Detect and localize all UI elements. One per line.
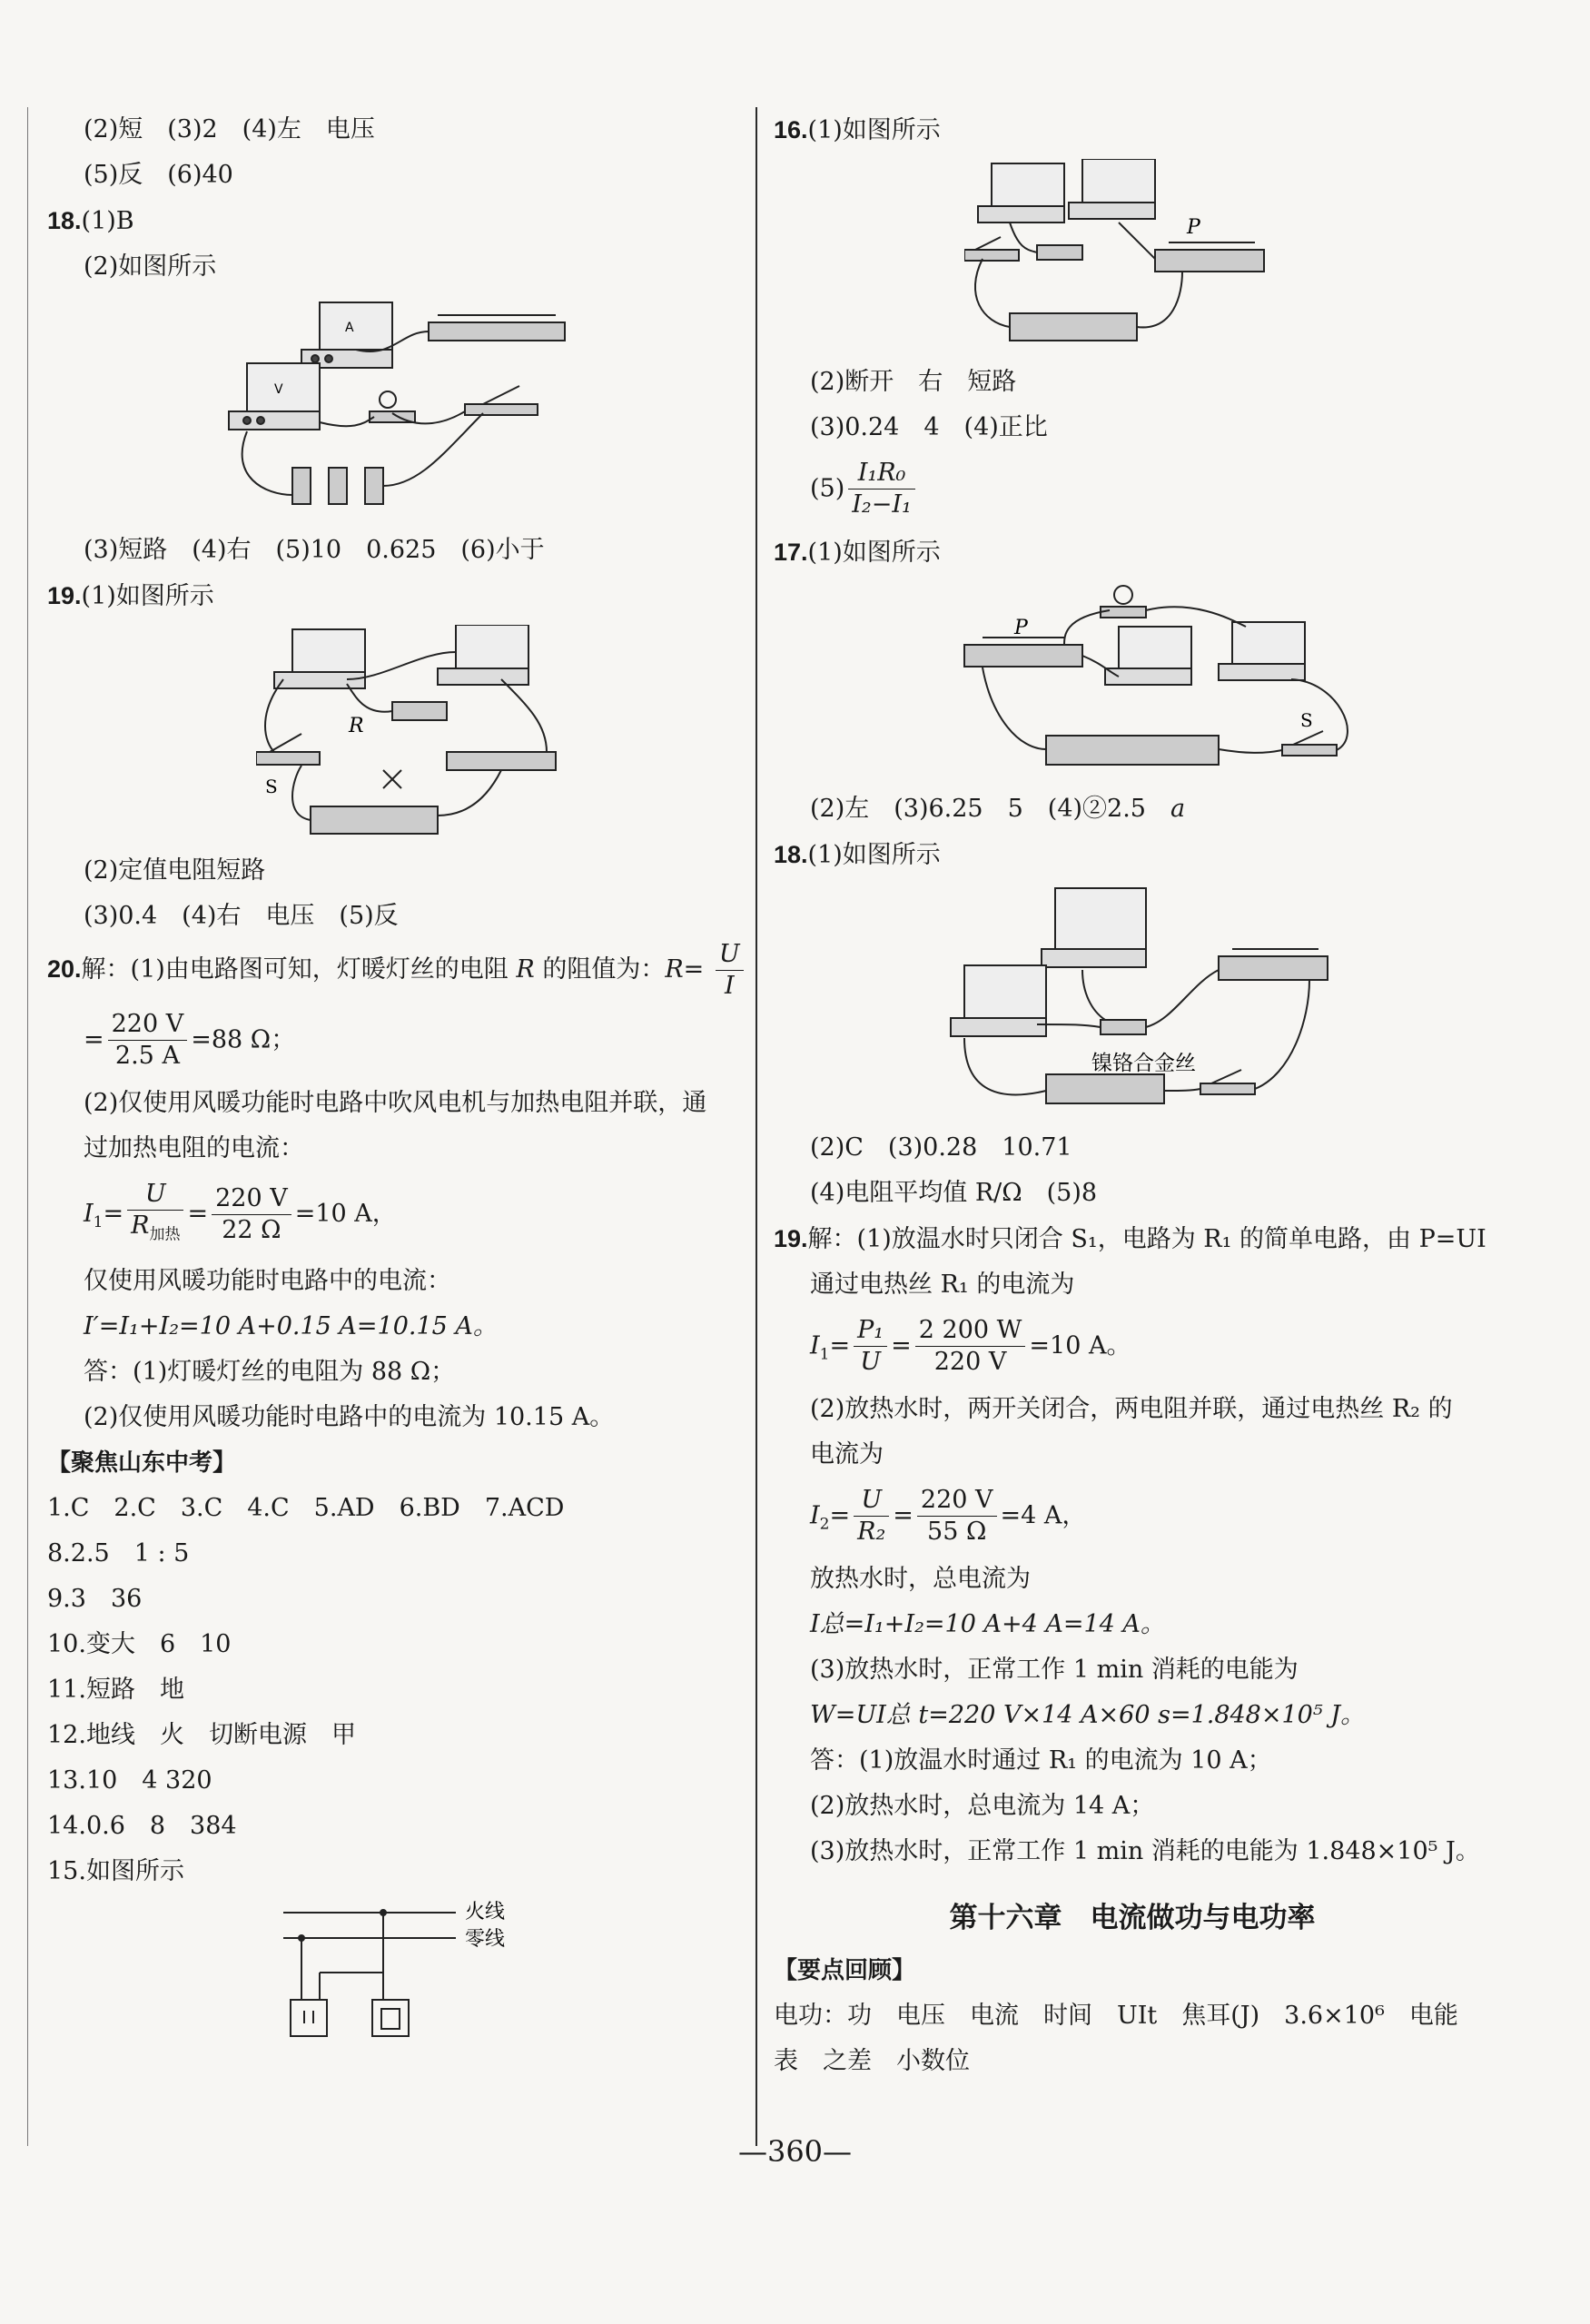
symbol-I: I (84, 1200, 94, 1229)
circuit-figure-18 (47, 295, 746, 522)
answer-text: (1)B (81, 207, 134, 235)
rheostat-slider-label: P (1014, 617, 1028, 639)
answer-line: (2)C (3)0.28 10.71 (810, 1133, 1072, 1162)
equation: $I_1=$ $\frac{U}{R_{加热}}$ = $\frac{220 V}{22 \Omega}$ =10 A， (47, 1179, 746, 1250)
answer-line: (5)反 (6)40 (84, 161, 233, 189)
wiring-figure-15 (47, 1900, 746, 2045)
question-18-line (47, 198, 746, 244)
denominator: R₂ (857, 1518, 886, 1546)
answer-line: 电流为 (810, 1440, 884, 1469)
fraction (854, 1485, 889, 1548)
question-19-line (47, 573, 746, 619)
symbol-R: R (665, 955, 684, 984)
answer-line: (2)仅使用风暖功能时电路中的电流为 10.15 A。 (84, 1403, 615, 1432)
answer-line: 过加热电阻的电流： (84, 1134, 304, 1162)
answer-line: (2)定值电阻短路 (84, 856, 266, 885)
answer-line: (2)短 (3)2 (4)左 电压 (84, 115, 375, 143)
answer-line: 电功：功 电压 电流 时间 UIt 焦耳(J) 3.6×10⁶ 电能 (774, 2002, 1458, 2030)
symbol-R: R (516, 955, 535, 984)
numerator: 220 V (212, 1183, 291, 1215)
equation: = $\frac{220 V}{2.5 A}$ =88 Ω； (84, 1010, 296, 1070)
fraction (212, 1183, 291, 1246)
answer-line: 9.3 36 (47, 1585, 143, 1614)
answer-text: (1)如图所示 (807, 841, 941, 869)
neutral-wire-label: 零线 (465, 1928, 506, 1952)
answer-line: (2)如图所示 (84, 252, 217, 281)
live-wire-label: 火线 (465, 1901, 506, 1924)
fraction (915, 1315, 1026, 1378)
subscript: 加热 (149, 1225, 181, 1244)
question-number: 19. (47, 582, 82, 609)
question-number: 20. (47, 955, 82, 983)
equation: $I_1=$ $\frac{\text{P₁}}{U}$ = $\frac{2 200 W}{220 V}$ =10 A。 (810, 1316, 1131, 1376)
equation-line: I′=I₁+I₂=10 A+0.15 A=10.15 A。 (84, 1312, 498, 1341)
answer-line: 答：(1)灯暖灯丝的电阻为 88 Ω； (84, 1358, 456, 1387)
answer-text: (1)如图所示 (807, 116, 941, 144)
equation-line: W=UI总 t=220 V×14 A×60 s=1.848×10⁵ J。 (810, 1701, 1366, 1729)
denominator: 22 Ω (222, 1215, 281, 1244)
denominator: U (860, 1348, 881, 1376)
switch-label: S (1300, 709, 1313, 731)
nichrome-wire-label: 镍铬合金丝 (1091, 1052, 1196, 1075)
switch-label: S (265, 776, 278, 797)
circuit-diagram-18-right (946, 884, 1355, 1120)
answer-variable: a (1170, 795, 1186, 823)
answer-line: (2)断开 右 短路 (810, 368, 1017, 396)
answer-line: 仅使用风暖功能时电路中的电流： (84, 1267, 451, 1296)
answer-line: (3)放热水时，正常工作 1 min 消耗的电能为 (810, 1656, 1299, 1684)
answer-line: (3)0.24 4 (4)正比 (810, 413, 1048, 441)
answer-line: 8.2.5 1 : 5 (47, 1539, 190, 1568)
circuit-diagram-19 (256, 625, 619, 843)
equation-result: =4 A， (1000, 1501, 1087, 1530)
answer-line: 11.短路 地 (47, 1676, 184, 1705)
equation-line: I总=I₁+I₂=10 A+4 A=14 A。 (810, 1610, 1165, 1638)
numerator: I₁R₀ (848, 458, 915, 490)
numerator: 220 V (917, 1485, 997, 1517)
question-number: 18. (47, 207, 82, 234)
question-17-line (774, 529, 1491, 576)
denominator: R (131, 1211, 150, 1240)
equation (774, 458, 1491, 520)
section-title: 【要点回顾】 (774, 1957, 916, 1984)
answer-line: (2)仅使用风暖功能时电路中吹风电机与加热电阻并联，通 (84, 1089, 707, 1117)
answer-line: 12.地线 火 切断电源 甲 (47, 1721, 356, 1750)
resistor-label: R (349, 715, 364, 737)
svg-text:A: A (345, 321, 354, 335)
denominator: I₂−I₁ (852, 490, 912, 519)
equation-result: =88 Ω； (191, 1025, 296, 1054)
answer-line: 通过电热丝 R₁ 的电流为 (810, 1271, 1075, 1299)
answer-line: (3)放热水时，正常工作 1 min 消耗的电能为 1.848×10⁵ J。 (810, 1837, 1480, 1865)
question-number: 18. (774, 841, 808, 868)
fraction (127, 1179, 183, 1250)
circuit-diagram-17 (955, 581, 1391, 781)
circuit-figure-17 (774, 581, 1491, 781)
denominator: 55 Ω (927, 1518, 987, 1546)
question-number: 16. (774, 116, 808, 143)
answer-line (774, 786, 1491, 832)
column-divider (755, 107, 757, 2146)
numerator: 2 200 W (915, 1315, 1026, 1347)
fraction (917, 1485, 997, 1548)
circuit-diagram-18 (211, 295, 683, 522)
answer-line: 放热水时，总电流为 (810, 1565, 1031, 1593)
circuit-diagram-16 (964, 159, 1328, 354)
numerator: P₁ (854, 1315, 887, 1347)
fraction (108, 1009, 188, 1072)
question-16-line (774, 107, 1491, 153)
answer-line: (2)放热水时，总电流为 14 A； (810, 1792, 1155, 1820)
circuit-figure-19 (47, 625, 746, 843)
answer-text: (2)左 (3)6.25 5 (4)②2.5 (810, 795, 1146, 823)
answer-line: (3)0.4 (4)右 电压 (5)反 (84, 902, 399, 930)
equation-result: =10 A。 (1029, 1331, 1131, 1360)
circuit-figure-16 (774, 159, 1491, 354)
answer-line: 表 之差 小数位 (774, 2047, 970, 2075)
answer-text: 解：(1)放温水时只闭合 S₁，电路为 R₁ 的简单电路，由 P=UI (807, 1225, 1486, 1253)
left-margin-rule (27, 107, 28, 2146)
question-18-line (774, 832, 1491, 878)
answer-line: (3)短路 (4)右 (5)10 0.625 (6)小于 (84, 536, 545, 564)
question-number: 19. (774, 1225, 808, 1252)
fraction (716, 939, 744, 1002)
numerator: U (854, 1485, 889, 1517)
denominator: I (724, 972, 735, 1000)
question-19-line (774, 1216, 1491, 1262)
answer-line: 答：(1)放温水时通过 R₁ 的电流为 10 A； (810, 1746, 1272, 1775)
answer-text: (1)如图所示 (81, 582, 214, 610)
equation: $I_2=$ $\frac{U}{\text{R₂}}$ = $\frac{220 V}{55 \Omega}$ =4 A， (810, 1486, 1087, 1546)
denominator: 2.5 A (114, 1042, 180, 1070)
left-column (47, 107, 746, 2051)
numerator: U (127, 1179, 183, 1211)
answer-text: 的阻值为： (542, 955, 666, 984)
fraction (848, 458, 915, 520)
question-number: 17. (774, 539, 808, 566)
svg-text:V: V (274, 382, 283, 397)
chapter-title: 第十六章 电流做功与电功率 (949, 1902, 1316, 1934)
answer-line: 10.变大 6 10 (47, 1630, 232, 1659)
answer-text: 解：(1)由电路图可知，灯暖灯丝的电阻 (81, 955, 509, 984)
answer-line: 1.C 2.C 3.C 4.C 5.AD 6.BD 7.ACD (47, 1494, 565, 1523)
equation-result: =10 A， (294, 1200, 397, 1229)
answer-line: (2)放热水时，两开关闭合，两电阻并联，通过电热丝 R₂ 的 (810, 1395, 1453, 1423)
circuit-figure-18-right (774, 884, 1491, 1120)
answer-line: (4)电阻平均值 R/Ω (5)8 (810, 1179, 1098, 1207)
wiring-diagram-15 (274, 1900, 565, 2045)
section-title: 【聚焦山东中考】 (47, 1449, 237, 1478)
denominator: 220 V (933, 1348, 1007, 1376)
answer-line: 13.10 4 320 (47, 1766, 212, 1795)
answer-text: (5) (810, 474, 845, 503)
page-number: —360— (737, 2134, 853, 2169)
question-20-line: 20.解：(1)由电路图可知，灯暖灯丝的电阻 R 的阻值为：R= $\frac{U}{I}$ (47, 939, 746, 1002)
numerator: U (716, 939, 744, 971)
answer-line: 14.0.6 8 384 (47, 1812, 237, 1841)
right-column (774, 107, 1491, 2084)
rheostat-slider-label: P (1187, 216, 1200, 239)
numerator: 220 V (108, 1009, 188, 1041)
answer-text: (1)如图所示 (807, 539, 941, 567)
answer-line: 15.如图所示 (47, 1857, 184, 1886)
fraction (854, 1315, 887, 1378)
